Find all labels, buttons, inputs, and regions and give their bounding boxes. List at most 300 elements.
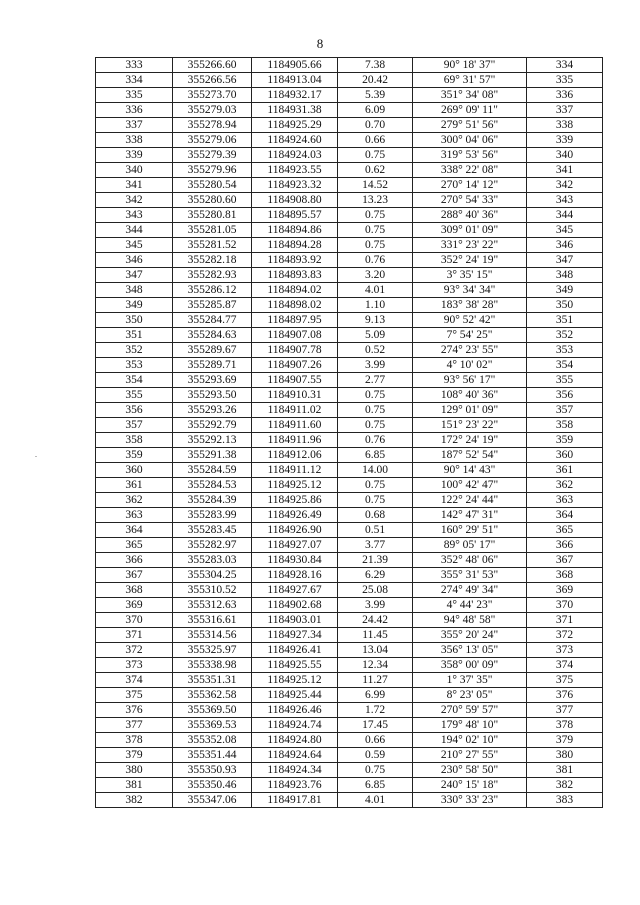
table-row <box>96 358 603 373</box>
next-point-cell: 345 <box>527 223 603 238</box>
bearing-cell: 93° 34' 34" <box>413 283 527 298</box>
point-number-cell: 346 <box>96 253 173 268</box>
point-number-cell: 372 <box>96 643 173 658</box>
table-row <box>96 193 603 208</box>
y-coordinate-cell: 1184923.55 <box>252 163 338 178</box>
distance-cell: 0.70 <box>338 118 413 133</box>
next-point-cell: 367 <box>527 553 603 568</box>
distance-cell: 0.59 <box>338 748 413 763</box>
next-point-cell: 341 <box>527 163 603 178</box>
point-number-cell: 355 <box>96 388 173 403</box>
distance-cell: 12.34 <box>338 658 413 673</box>
next-point-cell: 378 <box>527 718 603 733</box>
bearing-cell: 319° 53' 56" <box>413 148 527 163</box>
x-coordinate-cell: 355338.98 <box>173 658 252 673</box>
x-coordinate-cell: 355281.05 <box>173 223 252 238</box>
next-point-cell: 366 <box>527 538 603 553</box>
table-row <box>96 88 603 103</box>
next-point-cell: 358 <box>527 418 603 433</box>
bearing-cell: 240° 15' 18" <box>413 778 527 793</box>
point-number-cell: 368 <box>96 583 173 598</box>
y-coordinate-cell: 1184926.41 <box>252 643 338 658</box>
y-coordinate-cell: 1184925.12 <box>252 478 338 493</box>
next-point-cell: 336 <box>527 88 603 103</box>
table-row <box>96 523 603 538</box>
distance-cell: 0.51 <box>338 523 413 538</box>
bearing-cell: 151° 23' 22" <box>413 418 527 433</box>
x-coordinate-cell: 355283.45 <box>173 523 252 538</box>
x-coordinate-cell: 355273.70 <box>173 88 252 103</box>
x-coordinate-cell: 355362.58 <box>173 688 252 703</box>
bearing-cell: 288° 40' 36" <box>413 208 527 223</box>
bearing-cell: 300° 04' 06" <box>413 133 527 148</box>
distance-cell: 0.75 <box>338 403 413 418</box>
distance-cell: 1.10 <box>338 298 413 313</box>
y-coordinate-cell: 1184925.55 <box>252 658 338 673</box>
point-number-cell: 349 <box>96 298 173 313</box>
next-point-cell: 369 <box>527 583 603 598</box>
distance-cell: 0.75 <box>338 148 413 163</box>
x-coordinate-cell: 355316.61 <box>173 613 252 628</box>
stray-mark <box>35 456 37 457</box>
bearing-cell: 3° 35' 15" <box>413 268 527 283</box>
table-row <box>96 313 603 328</box>
y-coordinate-cell: 1184930.84 <box>252 553 338 568</box>
bearing-cell: 338° 22' 08" <box>413 163 527 178</box>
next-point-cell: 372 <box>527 628 603 643</box>
x-coordinate-cell: 355280.81 <box>173 208 252 223</box>
next-point-cell: 337 <box>527 103 603 118</box>
bearing-cell: 183° 38' 28" <box>413 298 527 313</box>
next-point-cell: 343 <box>527 193 603 208</box>
table-row <box>96 628 603 643</box>
bearing-cell: 90° 52' 42" <box>413 313 527 328</box>
next-point-cell: 356 <box>527 388 603 403</box>
bearing-cell: 230° 58' 50" <box>413 763 527 778</box>
table-row <box>96 238 603 253</box>
point-number-cell: 347 <box>96 268 173 283</box>
x-coordinate-cell: 355310.52 <box>173 583 252 598</box>
x-coordinate-cell: 355292.79 <box>173 418 252 433</box>
bearing-cell: 69° 31' 57" <box>413 73 527 88</box>
table-row <box>96 718 603 733</box>
x-coordinate-cell: 355266.56 <box>173 73 252 88</box>
table-row <box>96 433 603 448</box>
point-number-cell: 369 <box>96 598 173 613</box>
next-point-cell: 338 <box>527 118 603 133</box>
bearing-cell: 279° 51' 56" <box>413 118 527 133</box>
y-coordinate-cell: 1184924.60 <box>252 133 338 148</box>
y-coordinate-cell: 1184924.34 <box>252 763 338 778</box>
table-row <box>96 328 603 343</box>
bearing-cell: 89° 05' 17" <box>413 538 527 553</box>
distance-cell: 3.20 <box>338 268 413 283</box>
x-coordinate-cell: 355281.52 <box>173 238 252 253</box>
bearing-cell: 90° 18' 37" <box>413 58 527 73</box>
bearing-cell: 1° 37' 35" <box>413 673 527 688</box>
table-row <box>96 553 603 568</box>
table-row <box>96 793 603 808</box>
x-coordinate-cell: 355350.93 <box>173 763 252 778</box>
y-coordinate-cell: 1184925.44 <box>252 688 338 703</box>
next-point-cell: 334 <box>527 58 603 73</box>
x-coordinate-cell: 355284.63 <box>173 328 252 343</box>
distance-cell: 0.52 <box>338 343 413 358</box>
y-coordinate-cell: 1184903.01 <box>252 613 338 628</box>
distance-cell: 13.04 <box>338 643 413 658</box>
x-coordinate-cell: 355278.94 <box>173 118 252 133</box>
point-number-cell: 359 <box>96 448 173 463</box>
bearing-cell: 4° 44' 23" <box>413 598 527 613</box>
x-coordinate-cell: 355312.63 <box>173 598 252 613</box>
point-number-cell: 362 <box>96 493 173 508</box>
next-point-cell: 383 <box>527 793 603 808</box>
bearing-cell: 356° 13' 05" <box>413 643 527 658</box>
distance-cell: 25.08 <box>338 583 413 598</box>
next-point-cell: 344 <box>527 208 603 223</box>
next-point-cell: 352 <box>527 328 603 343</box>
distance-cell: 0.75 <box>338 763 413 778</box>
point-number-cell: 345 <box>96 238 173 253</box>
point-number-cell: 334 <box>96 73 173 88</box>
point-number-cell: 335 <box>96 88 173 103</box>
bearing-cell: 270° 54' 33" <box>413 193 527 208</box>
y-coordinate-cell: 1184923.76 <box>252 778 338 793</box>
distance-cell: 20.42 <box>338 73 413 88</box>
x-coordinate-cell: 355279.96 <box>173 163 252 178</box>
table-row <box>96 733 603 748</box>
next-point-cell: 340 <box>527 148 603 163</box>
bearing-cell: 270° 14' 12" <box>413 178 527 193</box>
point-number-cell: 337 <box>96 118 173 133</box>
bearing-cell: 269° 09' 11" <box>413 103 527 118</box>
bearing-cell: 172° 24' 19" <box>413 433 527 448</box>
table-row <box>96 388 603 403</box>
y-coordinate-cell: 1184917.81 <box>252 793 338 808</box>
bearing-cell: 352° 48' 06" <box>413 553 527 568</box>
point-number-cell: 354 <box>96 373 173 388</box>
table-row <box>96 508 603 523</box>
table-row <box>96 178 603 193</box>
distance-cell: 6.09 <box>338 103 413 118</box>
table-row <box>96 268 603 283</box>
next-point-cell: 359 <box>527 433 603 448</box>
x-coordinate-cell: 355293.26 <box>173 403 252 418</box>
point-number-cell: 339 <box>96 148 173 163</box>
distance-cell: 13.23 <box>338 193 413 208</box>
table-row <box>96 643 603 658</box>
distance-cell: 0.62 <box>338 163 413 178</box>
distance-cell: 6.29 <box>338 568 413 583</box>
distance-cell: 0.75 <box>338 388 413 403</box>
y-coordinate-cell: 1184927.07 <box>252 538 338 553</box>
next-point-cell: 368 <box>527 568 603 583</box>
y-coordinate-cell: 1184910.31 <box>252 388 338 403</box>
bearing-cell: 355° 20' 24" <box>413 628 527 643</box>
x-coordinate-cell: 355282.97 <box>173 538 252 553</box>
bearing-cell: 358° 00' 09" <box>413 658 527 673</box>
bearing-cell: 8° 23' 05" <box>413 688 527 703</box>
y-coordinate-cell: 1184894.86 <box>252 223 338 238</box>
bearing-cell: 270° 59' 57" <box>413 703 527 718</box>
table-row <box>96 208 603 223</box>
y-coordinate-cell: 1184924.80 <box>252 733 338 748</box>
distance-cell: 4.01 <box>338 283 413 298</box>
y-coordinate-cell: 1184932.17 <box>252 88 338 103</box>
point-number-cell: 376 <box>96 703 173 718</box>
table-row <box>96 763 603 778</box>
table-row <box>96 778 603 793</box>
next-point-cell: 351 <box>527 313 603 328</box>
x-coordinate-cell: 355284.39 <box>173 493 252 508</box>
x-coordinate-cell: 355282.18 <box>173 253 252 268</box>
bearing-cell: 309° 01' 09" <box>413 223 527 238</box>
bearing-cell: 93° 56' 17" <box>413 373 527 388</box>
next-point-cell: 349 <box>527 283 603 298</box>
distance-cell: 6.85 <box>338 778 413 793</box>
bearing-cell: 355° 31' 53" <box>413 568 527 583</box>
distance-cell: 7.38 <box>338 58 413 73</box>
x-coordinate-cell: 355280.60 <box>173 193 252 208</box>
table-row <box>96 373 603 388</box>
table-row <box>96 583 603 598</box>
table-row <box>96 418 603 433</box>
bearing-cell: 160° 29' 51" <box>413 523 527 538</box>
point-number-cell: 374 <box>96 673 173 688</box>
distance-cell: 24.42 <box>338 613 413 628</box>
y-coordinate-cell: 1184894.02 <box>252 283 338 298</box>
point-number-cell: 338 <box>96 133 173 148</box>
table-row <box>96 568 603 583</box>
distance-cell: 0.75 <box>338 223 413 238</box>
x-coordinate-cell: 355291.38 <box>173 448 252 463</box>
bearing-cell: 94° 48' 58" <box>413 613 527 628</box>
x-coordinate-cell: 355280.54 <box>173 178 252 193</box>
bearing-cell: 129° 01' 09" <box>413 403 527 418</box>
x-coordinate-cell: 355369.50 <box>173 703 252 718</box>
distance-cell: 0.75 <box>338 493 413 508</box>
y-coordinate-cell: 1184894.28 <box>252 238 338 253</box>
bearing-cell: 274° 23' 55" <box>413 343 527 358</box>
next-point-cell: 362 <box>527 478 603 493</box>
table-row <box>96 133 603 148</box>
table-row <box>96 478 603 493</box>
point-number-cell: 336 <box>96 103 173 118</box>
bearing-cell: 100° 42' 47" <box>413 478 527 493</box>
next-point-cell: 346 <box>527 238 603 253</box>
point-number-cell: 344 <box>96 223 173 238</box>
next-point-cell: 380 <box>527 748 603 763</box>
point-number-cell: 350 <box>96 313 173 328</box>
bearing-cell: 274° 49' 34" <box>413 583 527 598</box>
next-point-cell: 355 <box>527 373 603 388</box>
bearing-cell: 179° 48' 10" <box>413 718 527 733</box>
x-coordinate-cell: 355279.39 <box>173 148 252 163</box>
bearing-cell: 351° 34' 08" <box>413 88 527 103</box>
next-point-cell: 342 <box>527 178 603 193</box>
next-point-cell: 376 <box>527 688 603 703</box>
distance-cell: 2.77 <box>338 373 413 388</box>
x-coordinate-cell: 355285.87 <box>173 298 252 313</box>
distance-cell: 21.39 <box>338 553 413 568</box>
distance-cell: 0.75 <box>338 238 413 253</box>
table-row <box>96 223 603 238</box>
y-coordinate-cell: 1184905.66 <box>252 58 338 73</box>
point-number-cell: 382 <box>96 793 173 808</box>
x-coordinate-cell: 355266.60 <box>173 58 252 73</box>
point-number-cell: 353 <box>96 358 173 373</box>
x-coordinate-cell: 355352.08 <box>173 733 252 748</box>
y-coordinate-cell: 1184927.34 <box>252 628 338 643</box>
table-row <box>96 493 603 508</box>
point-number-cell: 333 <box>96 58 173 73</box>
table-row <box>96 673 603 688</box>
table-row <box>96 748 603 763</box>
x-coordinate-cell: 355284.77 <box>173 313 252 328</box>
next-point-cell: 377 <box>527 703 603 718</box>
point-number-cell: 356 <box>96 403 173 418</box>
table-row <box>96 148 603 163</box>
x-coordinate-cell: 355293.69 <box>173 373 252 388</box>
next-point-cell: 350 <box>527 298 603 313</box>
distance-cell: 0.76 <box>338 253 413 268</box>
table-row <box>96 613 603 628</box>
table-row <box>96 103 603 118</box>
point-number-cell: 378 <box>96 733 173 748</box>
distance-cell: 14.52 <box>338 178 413 193</box>
x-coordinate-cell: 355314.56 <box>173 628 252 643</box>
table-row <box>96 463 603 478</box>
table-row <box>96 343 603 358</box>
next-point-cell: 374 <box>527 658 603 673</box>
distance-cell: 3.99 <box>338 598 413 613</box>
y-coordinate-cell: 1184902.68 <box>252 598 338 613</box>
x-coordinate-cell: 355293.50 <box>173 388 252 403</box>
distance-cell: 1.72 <box>338 703 413 718</box>
y-coordinate-cell: 1184925.12 <box>252 673 338 688</box>
table-row <box>96 598 603 613</box>
y-coordinate-cell: 1184911.96 <box>252 433 338 448</box>
y-coordinate-cell: 1184897.95 <box>252 313 338 328</box>
table-row <box>96 298 603 313</box>
y-coordinate-cell: 1184907.08 <box>252 328 338 343</box>
table-row <box>96 253 603 268</box>
point-number-cell: 343 <box>96 208 173 223</box>
y-coordinate-cell: 1184923.32 <box>252 178 338 193</box>
x-coordinate-cell: 355350.46 <box>173 778 252 793</box>
distance-cell: 0.75 <box>338 208 413 223</box>
y-coordinate-cell: 1184928.16 <box>252 568 338 583</box>
next-point-cell: 373 <box>527 643 603 658</box>
y-coordinate-cell: 1184908.80 <box>252 193 338 208</box>
y-coordinate-cell: 1184898.02 <box>252 298 338 313</box>
point-number-cell: 371 <box>96 628 173 643</box>
next-point-cell: 361 <box>527 463 603 478</box>
bearing-cell: 331° 23' 22" <box>413 238 527 253</box>
next-point-cell: 363 <box>527 493 603 508</box>
point-number-cell: 366 <box>96 553 173 568</box>
y-coordinate-cell: 1184907.55 <box>252 373 338 388</box>
table-row <box>96 283 603 298</box>
bearing-cell: 108° 40' 36" <box>413 388 527 403</box>
distance-cell: 0.76 <box>338 433 413 448</box>
bearing-cell: 352° 24' 19" <box>413 253 527 268</box>
point-number-cell: 341 <box>96 178 173 193</box>
next-point-cell: 354 <box>527 358 603 373</box>
table-row <box>96 448 603 463</box>
x-coordinate-cell: 355347.06 <box>173 793 252 808</box>
x-coordinate-cell: 355283.99 <box>173 508 252 523</box>
x-coordinate-cell: 355284.53 <box>173 478 252 493</box>
point-number-cell: 373 <box>96 658 173 673</box>
distance-cell: 5.09 <box>338 328 413 343</box>
distance-cell: 3.99 <box>338 358 413 373</box>
point-number-cell: 379 <box>96 748 173 763</box>
y-coordinate-cell: 1184924.03 <box>252 148 338 163</box>
x-coordinate-cell: 355369.53 <box>173 718 252 733</box>
point-number-cell: 370 <box>96 613 173 628</box>
distance-cell: 5.39 <box>338 88 413 103</box>
table-row <box>96 688 603 703</box>
point-number-cell: 365 <box>96 538 173 553</box>
distance-cell: 0.66 <box>338 133 413 148</box>
next-point-cell: 347 <box>527 253 603 268</box>
coordinates-table-body <box>96 58 603 808</box>
x-coordinate-cell: 355286.12 <box>173 283 252 298</box>
bearing-cell: 187° 52' 54" <box>413 448 527 463</box>
next-point-cell: 375 <box>527 673 603 688</box>
x-coordinate-cell: 355284.59 <box>173 463 252 478</box>
point-number-cell: 380 <box>96 763 173 778</box>
y-coordinate-cell: 1184911.12 <box>252 463 338 478</box>
bearing-cell: 4° 10' 02" <box>413 358 527 373</box>
point-number-cell: 377 <box>96 718 173 733</box>
point-number-cell: 360 <box>96 463 173 478</box>
distance-cell: 17.45 <box>338 718 413 733</box>
x-coordinate-cell: 355304.25 <box>173 568 252 583</box>
bearing-cell: 90° 14' 43" <box>413 463 527 478</box>
next-point-cell: 370 <box>527 598 603 613</box>
y-coordinate-cell: 1184907.78 <box>252 343 338 358</box>
bearing-cell: 210° 27' 55" <box>413 748 527 763</box>
distance-cell: 9.13 <box>338 313 413 328</box>
distance-cell: 6.85 <box>338 448 413 463</box>
table-row <box>96 118 603 133</box>
page-number: 8 <box>316 36 324 51</box>
point-number-cell: 340 <box>96 163 173 178</box>
bearing-cell: 122° 24' 44" <box>413 493 527 508</box>
distance-cell: 6.99 <box>338 688 413 703</box>
point-number-cell: 352 <box>96 343 173 358</box>
bearing-cell: 330° 33' 23" <box>413 793 527 808</box>
y-coordinate-cell: 1184911.02 <box>252 403 338 418</box>
point-number-cell: 361 <box>96 478 173 493</box>
next-point-cell: 339 <box>527 133 603 148</box>
x-coordinate-cell: 355351.44 <box>173 748 252 763</box>
next-point-cell: 360 <box>527 448 603 463</box>
point-number-cell: 342 <box>96 193 173 208</box>
y-coordinate-cell: 1184907.26 <box>252 358 338 373</box>
point-number-cell: 364 <box>96 523 173 538</box>
x-coordinate-cell: 355292.13 <box>173 433 252 448</box>
bearing-cell: 7° 54' 25" <box>413 328 527 343</box>
distance-cell: 0.66 <box>338 733 413 748</box>
y-coordinate-cell: 1184893.83 <box>252 268 338 283</box>
x-coordinate-cell: 355279.06 <box>173 133 252 148</box>
point-number-cell: 348 <box>96 283 173 298</box>
y-coordinate-cell: 1184925.29 <box>252 118 338 133</box>
x-coordinate-cell: 355282.93 <box>173 268 252 283</box>
